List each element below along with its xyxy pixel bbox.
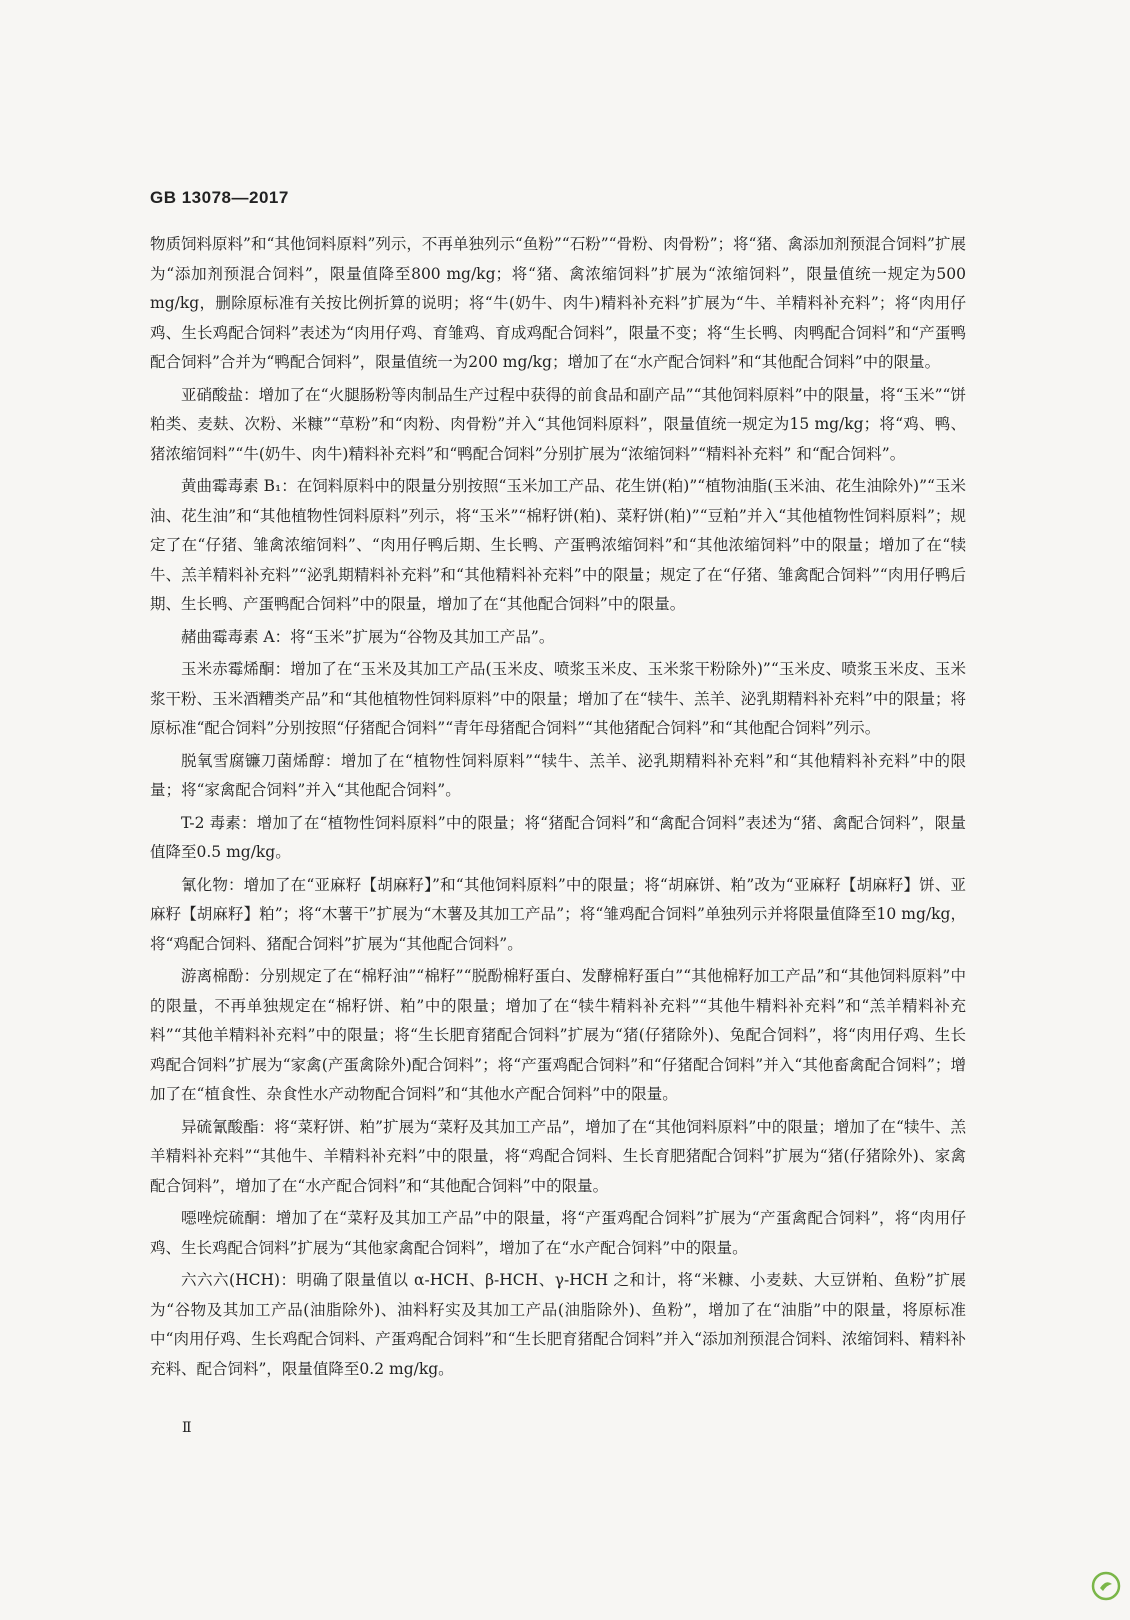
paragraph-deoxynivalenol: 脱氧雪腐镰刀菌烯醇：增加了在“植物性饲料原料”“犊牛、羔羊、泌乳期精料补充料”和“其他精料补充料”中的限量；将“家禽配合饲料”并入“其他配合饲料”。 <box>150 751 966 799</box>
paragraph-nitrite: 亚硝酸盐：增加了在“火腿肠粉等肉制品生产过程中获得的前食品和副产品”“其他饲料原料”中的限量，将“玉米”“饼粕类、麦麸、次粉、米糠”“草粉”和“肉粉、肉骨粉”并入“其他饲料原料”，限量值统一规定为15 mg/kg；将“鸡、鸭、猪浓缩饲料”“牛(奶牛、肉牛)精料补充料”和“鸭配合饲料”分别扩展为“浓缩饲料”“精料补充料” 和“配合饲料”。 <box>150 385 966 463</box>
standard-number-header: GB 13078—2017 <box>150 188 289 207</box>
paragraph-t2-toxin: T-2 毒素：增加了在“植物性饲料原料”中的限量；将“猪配合饲料”和“禽配合饲料”表述为“猪、禽配合饲料”，限量值降至0.5 mg/kg。 <box>150 813 966 861</box>
paragraph-free-gossypol: 游离棉酚：分别规定了在“棉籽油”“棉籽”“脱酚棉籽蛋白、发酵棉籽蛋白”“其他棉籽加工产品”和“其他饲料原料”中的限量，不再单独规定在“棉籽饼、粕”中的限量；增加了在“犊牛精料补充料”“其他牛精料补充料”和“羔羊精料补充料”“其他羊精料补充料”中的限量；将“生长肥育猪配合饲料”扩展为“猪(仔猪除外)、兔配合饲料”，将“肉用仔鸡、生长鸡配合饲料”扩展为“家禽(产蛋禽除外)配合饲料”；将“产蛋鸡配合饲料”和“仔猪配合饲料”并入“其他畜禽配合饲料”；增加了在“植食性、杂食性水产动物配合饲料”和“其他水产配合饲料”中的限量。 <box>150 967 966 1103</box>
paragraph-isothiocyanate: 异硫氰酸酯：将“菜籽饼、粕”扩展为“菜籽及其加工产品”，增加了在“其他饲料原料”中的限量；增加了在“犊牛、羔羊精料补充料”“其他牛、羊精料补充料”中的限量，将“鸡配合饲料、生长育肥猪配合饲料”扩展为“猪(仔猪除外)、家禽配合饲料”，增加了在“水产配合饲料”和“其他配合饲料”中的限量。 <box>150 1117 966 1195</box>
paragraph-oxazolidinethione: 噁唑烷硫酮：增加了在“菜籽及其加工产品”中的限量，将“产蛋鸡配合饲料”扩展为“产蛋禽配合饲料”，将“肉用仔鸡、生长鸡配合饲料”扩展为“其他家禽配合饲料”，增加了在“水产配合饲料”中的限量。 <box>150 1209 966 1257</box>
paragraph-aflatoxin-b1: 黄曲霉毒素 B₁：在饲料原料中的限量分别按照“玉米加工产品、花生饼(粕)”“植物油脂(玉米油、花生油除外)”“玉米油、花生油”和“其他植物性饲料原料”列示，将“玉米”“棉籽饼(粕)、菜籽饼(粕)”“豆粕”并入“其他植物性饲料原料”；规定了在“仔猪、雏禽浓缩饲料”、“肉用仔鸭后期、生长鸭、产蛋鸭浓缩饲料”和“其他浓缩饲料”中的限量；增加了在“犊牛、羔羊精料补充料”“泌乳期精料补充料”和“其他精料补充料”中的限量；规定了在“仔猪、雏禽配合饲料”“肉用仔鸭后期、生长鸭、产蛋鸭配合饲料”中的限量，增加了在“其他配合饲料”中的限量。 <box>150 477 966 613</box>
paragraph-hch: 六六六(HCH)：明确了限量值以 α-HCH、β-HCH、γ-HCH 之和计，将“米糠、小麦麸、大豆饼粕、鱼粉”扩展为“谷物及其加工产品(油脂除外)、油料籽实及其加工产品(油脂除外)、鱼粉”，增加了在“油脂”中的限量，将原标准中“肉用仔鸡、生长鸡配合饲料、产蛋鸡配合饲料”和“生长肥育猪配合饲料”并入“添加剂预混合饲料、浓缩饲料、精料补充料、配合饲料”，限量值降至0.2 mg/kg。 <box>150 1271 966 1378</box>
paragraph-lead-amendment: 物质饲料原料”和“其他饲料原料”列示，不再单独列示“鱼粉”“石粉”“骨粉、肉骨粉”；将“猪、禽添加剂预混合饲料”扩展为“添加剂预混合饲料”，限量值降至800 mg/kg；将“猪、禽浓缩饲料”扩展为“浓缩饲料”，限量值统一规定为500 mg/kg，删除原标准有关按比例折算的说明；将“牛(奶牛、肉牛)精料补充料”扩展为“牛、羊精料补充料”；将“肉用仔鸡、生长鸡配合饲料”表述为“肉用仔鸡、育雏鸡、育成鸡配合饲料”，限量不变；将“生长鸭、肉鸭配合饲料”和“产蛋鸭配合饲料”合并为“鸭配合饲料”，限量值统一为200 mg/kg；增加了在“水产配合饲料”和“其他配合饲料”中的限量。 <box>150 235 966 371</box>
paragraph-zearalenone: 玉米赤霉烯酮：增加了在“玉米及其加工产品(玉米皮、喷浆玉米皮、玉米浆干粉除外)”“玉米皮、喷浆玉米皮、玉米浆干粉、玉米酒糟类产品”和“其他植物性饲料原料”中的限量；增加了在“犊牛、羔羊、泌乳期精料补充料”中的限量；将原标准“配合饲料”分别按照“仔猪配合饲料”“青年母猪配合饲料”“其他猪配合饲料”和“其他配合饲料”列示。 <box>150 660 966 737</box>
page-number: Ⅱ <box>182 1420 192 1436</box>
paragraph-ochratoxin-a: 赭曲霉毒素 A：将“玉米”扩展为“谷物及其加工产品”。 <box>181 627 555 646</box>
watermark-logo-icon <box>1091 1571 1121 1601</box>
paragraph-cyanide: 氰化物：增加了在“亚麻籽【胡麻籽】”和“其他饲料原料”中的限量；将“胡麻饼、粕”改为“亚麻籽【胡麻籽】饼、亚麻籽【胡麻籽】粕”；将“木薯干”扩展为“木薯及其加工产品”；将“雏鸡配合饲料”单独列示并将限量值降至10 mg/kg，将“鸡配合饲料、猪配合饲料”扩展为“其他配合饲料”。 <box>150 875 966 953</box>
body-text <box>150 230 966 1387</box>
